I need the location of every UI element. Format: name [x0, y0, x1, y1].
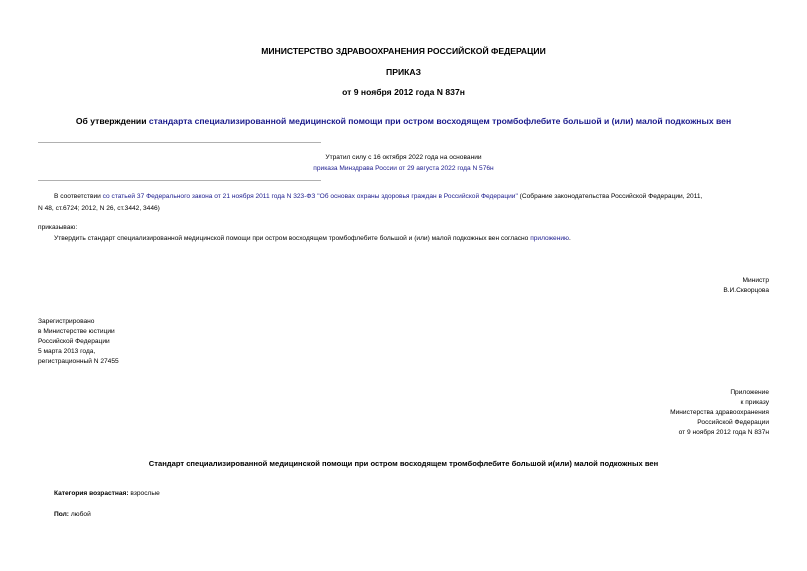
approve-suffix: .: [568, 235, 571, 242]
legal-basis-prefix: В соответствии: [54, 193, 103, 200]
appendix-line: к приказу: [740, 399, 769, 406]
age-category-value: взрослые: [128, 490, 160, 497]
repeal-notice: Утратил силу с 16 октября 2022 года на основании: [325, 154, 482, 161]
divider-bottom: [38, 180, 321, 181]
standard-link[interactable]: стандарта специализированной медицинской помощи при остром восходящем тромбофлебите большой и (или) малой подкожных вен: [148, 116, 732, 126]
orders-word: приказываю:: [38, 224, 78, 231]
divider-top: [38, 142, 321, 143]
appendix-block: [670, 388, 769, 438]
standard-title: Стандарт специализированной медицинской помощи при остром восходящем тромбофлебите большой и(или) малой подкожных вен: [148, 459, 659, 468]
registration-line: регистрационный N 27455: [38, 358, 119, 365]
age-category-label: Категория возрастная:: [54, 490, 129, 497]
registration-line: 5 марта 2013 года,: [38, 348, 96, 355]
registration-line: Зарегистрировано: [38, 318, 95, 325]
approve-paragraph: [54, 234, 774, 244]
appendix-line: Приложение: [730, 389, 769, 396]
order-date: от 9 ноября 2012 года N 837н: [342, 87, 465, 97]
registration-line: Российской Федерации: [38, 338, 110, 345]
age-category: [54, 489, 160, 499]
appendix-link[interactable]: приложению: [530, 235, 569, 242]
sex-label: Пол:: [54, 511, 69, 518]
signature-name: В.И.Скворцова: [723, 287, 769, 294]
registration-line: в Министерстве юстиции: [38, 328, 115, 335]
repeal-order-link[interactable]: приказа Минздрава России от 29 августа 2022 года N 576н: [313, 165, 494, 172]
sex-category: [54, 510, 91, 520]
federal-law-link[interactable]: со статьей 37 Федерального закона от 21 ноября 2011 года N 323-ФЗ "Об основах охраны здоровья граждан в Российской Федерации": [102, 193, 518, 200]
registration-block: [38, 317, 119, 367]
ministry-heading: МИНИСТЕРСТВО ЗДРАВООХРАНЕНИЯ РОССИЙСКОЙ ФЕДЕРАЦИИ: [261, 46, 546, 56]
appendix-line: Российской Федерации: [697, 419, 769, 426]
appendix-line: Министерства здравоохранения: [670, 409, 769, 416]
document-title: [30, 116, 777, 126]
legal-basis-suffix: (Собрание законодательства Российской Федерации, 2011,: [517, 193, 703, 200]
order-heading: ПРИКАЗ: [386, 67, 421, 77]
sex-value: любой: [69, 511, 91, 518]
approve-prefix: Утвердить стандарт специализированной медицинской помощи при остром восходящем тромбофлебите большой и (или) малой подкожных вен согласно: [54, 235, 531, 242]
signature-role: Министр: [742, 277, 769, 284]
legal-basis-line2: N 48, ст.6724; 2012, N 26, ст.3442, 3446): [38, 205, 160, 212]
legal-basis-paragraph: [54, 192, 774, 202]
appendix-line: от 9 ноября 2012 года N 837н: [678, 429, 769, 436]
title-prefix: Об утверждении: [75, 116, 149, 126]
